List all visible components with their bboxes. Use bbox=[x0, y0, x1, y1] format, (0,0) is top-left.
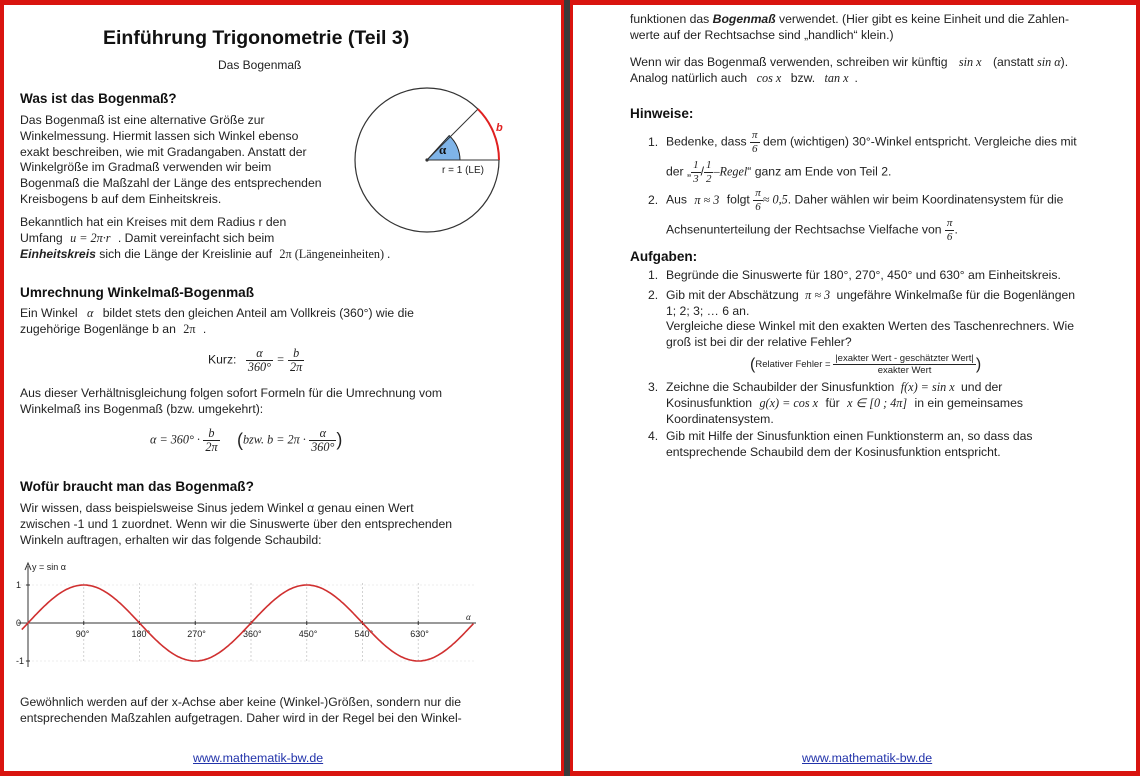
fraction-pi-6 bbox=[945, 217, 955, 244]
fraction-num: α bbox=[246, 347, 273, 361]
text-line: 1; 2; 3; … 6 an. bbox=[666, 303, 750, 318]
text-line: Winkelgröße im Gradmaß verwenden wir beim bbox=[20, 160, 272, 175]
heading-aufgaben: Aufgaben: bbox=[630, 249, 698, 264]
two-pi: 2π bbox=[183, 321, 196, 336]
math-pi-approx: π ≈ 3 bbox=[694, 192, 720, 207]
fraction-den: 2π bbox=[290, 360, 303, 374]
page-subtitle: Das Bogenmaß bbox=[218, 58, 302, 72]
list-hinweise bbox=[630, 129, 1125, 247]
math-pi-approx: π ≈ 3 bbox=[805, 287, 831, 302]
chart-grid bbox=[20, 583, 474, 661]
text-span: Analog natürlich auch bbox=[630, 70, 748, 85]
left-page bbox=[4, 5, 561, 771]
text-span: und der bbox=[961, 379, 1003, 394]
text-line: Vergleiche diese Winkel mit den exakten Werten des Taschenrechners. Wie bbox=[666, 319, 1075, 334]
eq1-lhs: α = 360° · bbox=[150, 432, 200, 447]
text-span: “ ganz am Ende von Teil 2. bbox=[747, 164, 892, 179]
right-page bbox=[573, 5, 1136, 771]
text-line: Kreisbogens b auf dem Einheitskreis. bbox=[20, 191, 222, 206]
y-tick-label: 1 bbox=[16, 580, 22, 590]
text-line: groß ist bei dir der relative Fehler? bbox=[666, 335, 852, 350]
text-span: ). bbox=[1060, 55, 1069, 69]
text-span: . Daher wählen wir beim Koordinatensystem für die bbox=[787, 192, 1064, 207]
fraction-num: |exakter Wert - geschätzter Wert| bbox=[835, 352, 974, 364]
fraction-pi-6 bbox=[753, 187, 763, 214]
text-span: Kosinusfunktion bbox=[666, 395, 753, 410]
list-aufgaben bbox=[630, 268, 1125, 461]
text-span: Ein Winkel bbox=[20, 306, 78, 320]
paragraph-wofuer bbox=[20, 501, 550, 548]
rel-label: Relativer Fehler = bbox=[755, 358, 831, 370]
text-span: der „ bbox=[666, 164, 692, 179]
footer-link[interactable]: www.mathematik-bw.de bbox=[802, 751, 933, 765]
text-line bbox=[666, 396, 1125, 412]
fraction-num: b bbox=[203, 427, 219, 441]
heading-was-ist: Was ist das Bogenmaß? bbox=[20, 91, 177, 106]
math-sinalpha: sin α bbox=[1037, 55, 1061, 69]
bold-term: Bogenmaß bbox=[712, 12, 776, 26]
sine-chart bbox=[14, 560, 484, 685]
fraction-num: 1 bbox=[705, 159, 712, 171]
paragraph-gewoehnlich bbox=[20, 695, 550, 727]
math-interval: x ∈ [0 ; 4π] bbox=[847, 395, 908, 410]
text-span: sich die Länge der Kreislinie auf bbox=[99, 246, 273, 261]
text-span: Wenn wir das Bogenmaß verwenden, schreiben wir künftig bbox=[630, 55, 948, 69]
text-span: . bbox=[854, 70, 858, 85]
page-title: Einführung Trigonometrie (Teil 3) bbox=[103, 27, 410, 49]
fraction-num: b bbox=[288, 347, 304, 361]
heading-hinweise: Hinweise: bbox=[630, 106, 694, 121]
unit-circle-figure bbox=[344, 85, 514, 235]
text-line: Wir wissen, dass beispielsweise Sinus jedem Winkel α genau einen Wert bbox=[20, 501, 414, 515]
fraction-pi-6 bbox=[750, 129, 760, 156]
text-line: Winkelmessung. Hiermit lassen sich Winkel ebenso bbox=[20, 128, 299, 143]
text-line: Winkeln auftragen, erhalten wir das folgende Schaubild: bbox=[20, 532, 322, 547]
text-span: bildet stets den gleichen Anteil am Vollkreis (360°) wie die bbox=[102, 306, 414, 320]
bold-term: Einheitskreis bbox=[20, 246, 96, 261]
text-span: (anstatt bbox=[992, 55, 1034, 69]
radius-label: r = 1 (LE) bbox=[442, 165, 484, 176]
list-item: 3. Zeichne die Schaubilder der Sinusfunktion f(x) = sin x und der Kosinusfunktion g(x) = cos x für x ∈ [0 ; 4π] in ein gemeinsames Koordinatensystem. bbox=[630, 380, 1125, 427]
arc-b bbox=[478, 109, 499, 160]
text-line: entsprechenden Maßzahlen aufgetragen. Daher wird in der Regel bei den Winkel- bbox=[20, 710, 462, 725]
page-divider bbox=[564, 0, 570, 776]
math-tanx: tan x bbox=[824, 70, 849, 85]
fraction-alpha-360 bbox=[309, 427, 336, 454]
text-line: werte auf der Rechtsachse sind „handlich“ klein.) bbox=[630, 27, 894, 42]
y-tick-label: -1 bbox=[16, 656, 25, 666]
text-line: entsprechende Schaubild dem der Kosinusfunktion entspricht. bbox=[666, 445, 1001, 460]
heading-wofuer: Wofür braucht man das Bogenmaß? bbox=[20, 479, 254, 494]
paragraph-umrechnung bbox=[20, 306, 540, 338]
x-tick-label: 270° bbox=[187, 629, 206, 639]
center-point bbox=[425, 158, 428, 161]
fraction-den: 360° bbox=[247, 360, 271, 374]
fraction-den: 2π bbox=[205, 440, 218, 454]
fraction-den: 360° bbox=[311, 440, 335, 454]
text-span: Umfang bbox=[20, 230, 63, 245]
formula-relativer-fehler: (Relativer Fehler = $\frac{\text{|exakter Wert - geschätzter Wert|}}{\text{exakter Wert}}$ ) bbox=[750, 352, 982, 376]
list-item: 1. Bedenke, dass $\frac{\pi}{6}$ dem (wichtigen) 30°-Winkel entspricht. Vergleiche dies mit der „ $\frac{1}{3}$ / $\frac{1}{2}$ –Regel“ ganz am Ende von Teil 2. bbox=[648, 129, 1077, 185]
text-line bbox=[630, 71, 1125, 87]
formula-umrechnung: α = 360° · $\frac{b}{2\pi}$ (bzw. b = 2π · $\frac{\alpha}{360^\circ}$ ) bbox=[150, 426, 343, 454]
fraction-1-3 bbox=[691, 159, 701, 186]
fraction-num: π bbox=[755, 187, 761, 199]
fraction-den: 2 bbox=[705, 173, 712, 185]
text-line: Koordinatensystem. bbox=[666, 411, 774, 426]
text-span: folgt bbox=[726, 192, 750, 207]
kurz-label: Kurz: bbox=[208, 352, 237, 367]
text-span: Begründe die Sinuswerte für 180°, 270°, 450° und 630° am Einheitskreis. bbox=[666, 268, 1061, 282]
text-line: exakt beschreiben, wie mit Gradangaben. Anstatt der bbox=[20, 144, 307, 159]
math-sinx: sin x bbox=[958, 55, 982, 69]
paragraph-intro-right bbox=[630, 12, 1120, 44]
text-line: Bogenmaß die Maßzahl der Länge des entsprechenden bbox=[20, 176, 322, 191]
eq2-lhs: bzw. b = 2π · bbox=[242, 432, 306, 447]
math-gx: g(x) = cos x bbox=[759, 395, 819, 410]
fraction-den: 6 bbox=[752, 143, 758, 155]
fraction-num: 1 bbox=[693, 159, 699, 171]
text-line: zugehörige Bogenlänge b an 2π . bbox=[20, 321, 207, 336]
text-line: Das Bogenmaß ist eine alternative Größe zur bbox=[20, 113, 265, 127]
fraction-rel bbox=[833, 353, 976, 376]
list-item: 1. Begründe die Sinuswerte für 180°, 270°, 450° und 630° am Einheitskreis. bbox=[648, 268, 1061, 282]
text-span: für bbox=[825, 395, 840, 410]
math-approx-half: ≈ 0,5 bbox=[762, 192, 788, 207]
text-span: zugehörige Bogenlänge b an bbox=[20, 321, 176, 336]
x-tick-label: 360° bbox=[243, 629, 262, 639]
b-label: b bbox=[496, 122, 503, 134]
fraction-den: 6 bbox=[755, 201, 761, 213]
text-span: . Damit vereinfacht sich beim bbox=[117, 230, 275, 245]
y-axis-label: y = sin α bbox=[32, 562, 66, 572]
text-line bbox=[20, 306, 540, 322]
text-span: funktionen das bbox=[630, 12, 710, 26]
text-span: in ein gemeinsames bbox=[914, 395, 1023, 410]
math-fx: f(x) = sin x bbox=[900, 379, 955, 394]
text-span: verwendet. (Hier gibt es keine Einheit und die Zahlen- bbox=[779, 12, 1069, 26]
paragraph-intro bbox=[20, 113, 360, 208]
text-line: Winkelmaß ins Bogenmaß (bzw. umgekehrt): bbox=[20, 401, 264, 416]
fraction-den: 6 bbox=[946, 231, 953, 243]
text-span: Aus bbox=[666, 192, 688, 207]
fraction-den: 3 bbox=[693, 173, 699, 185]
paragraph-notation bbox=[630, 55, 1125, 87]
text-span: Gib mit der Abschätzung bbox=[666, 287, 799, 302]
text-line: Aus dieser Verhältnisgleichung folgen sofort Formeln für die Umrechnung vom bbox=[20, 386, 443, 400]
x-tick-label: 450° bbox=[298, 629, 318, 639]
text-span: Bedenke, dass bbox=[666, 134, 747, 149]
list-item: 4. Gib mit Hilfe der Sinusfunktion einen Funktionsterm an, so dass das entsprechende Schaubild dem der Kosinusfunktion entspricht. bbox=[630, 429, 1125, 461]
x-axis-label: α bbox=[466, 612, 471, 622]
formula-kurz: Kurz: $\frac{\alpha}{360^\circ}$ = $\frac{b}{2\pi}$ bbox=[208, 346, 303, 374]
text-line: Gewöhnlich werden auf der x-Achse aber keine (Winkel-)Größen, sondern nur die bbox=[20, 695, 461, 709]
fraction-b-2pi bbox=[288, 347, 304, 374]
text-line: zwischen -1 und 1 zuordnet. Wenn wir die Sinuswerte über den entsprechenden bbox=[20, 516, 453, 531]
text-span: Achsenunterteilung der Rechtsachse Vielfache von bbox=[666, 222, 942, 237]
list-item: 2. Aus π ≈ 3 folgt $\frac{\pi}{6}$ ≈ 0,5. Daher wählen wir beim Koordinatensystem für die Achsenunterteilung der Rechtsachse Vielfache von $\frac{\pi}{6}$ . bbox=[648, 187, 1064, 243]
fraction-num: π bbox=[752, 129, 758, 141]
x-tick-label: 180° bbox=[131, 629, 151, 639]
formula-umfang: u = 2π·r bbox=[70, 230, 111, 245]
text-line bbox=[666, 288, 1125, 304]
chart-axes bbox=[18, 562, 476, 667]
text-span: ungefähre Winkelmaße für die Bogenlängen bbox=[836, 287, 1076, 302]
alpha-symbol: α bbox=[86, 306, 94, 320]
fraction-den: exakter Wert bbox=[877, 364, 932, 376]
regel-term: Regel bbox=[719, 164, 748, 179]
formula-2pi: 2π (Längeneinheiten) . bbox=[279, 246, 391, 261]
math-cosx: cos x bbox=[756, 70, 782, 85]
text-line bbox=[20, 247, 520, 263]
footer-link[interactable]: www.mathematik-bw.de bbox=[193, 751, 324, 765]
text-span: Zeichne die Schaubilder der Sinusfunktion bbox=[666, 379, 895, 394]
text-line: Gib mit Hilfe der Sinusfunktion einen Funktionsterm an, so dass das bbox=[666, 429, 1033, 444]
fraction-num: π bbox=[946, 217, 953, 229]
fraction-num: α bbox=[309, 427, 336, 441]
fraction-alpha-360 bbox=[246, 347, 273, 374]
alpha-label: α bbox=[439, 142, 447, 157]
x-tick-label: 540° bbox=[354, 629, 374, 639]
fraction-b-2pi bbox=[203, 427, 219, 454]
paragraph-verhaeltnis bbox=[20, 386, 540, 418]
heading-umrechnung: Umrechnung Winkelmaß-Bogenmaß bbox=[20, 285, 255, 300]
text-span: bzw. bbox=[790, 70, 816, 85]
text-line: Bekanntlich hat ein Kreises mit dem Radius r den bbox=[20, 215, 287, 229]
y-tick-label: 0 bbox=[16, 618, 22, 628]
text-line bbox=[666, 380, 1125, 396]
text-span: dem (wichtigen) 30°-Winkel entspricht. Vergleiche dies mit bbox=[762, 134, 1077, 149]
x-tick-label: 630° bbox=[410, 629, 429, 639]
x-tick-label: 90° bbox=[75, 629, 90, 639]
list-item: 2. Gib mit der Abschätzung π ≈ 3 ungefähre Winkelmaße für die Bogenlängen 1; 2; 3; … 6 an. Vergleiche diese Winkel mit den exakten Werten des Taschenrechners. Wie groß ist bei dir der relative Fehler? (Relativer Fehler = $\frac{\text{|exakter Wert - geschätzter Wert|}}{\text{exakter Wert}}$ ) bbox=[630, 288, 1125, 376]
text-line bbox=[630, 55, 1125, 71]
text-line bbox=[630, 12, 1120, 28]
